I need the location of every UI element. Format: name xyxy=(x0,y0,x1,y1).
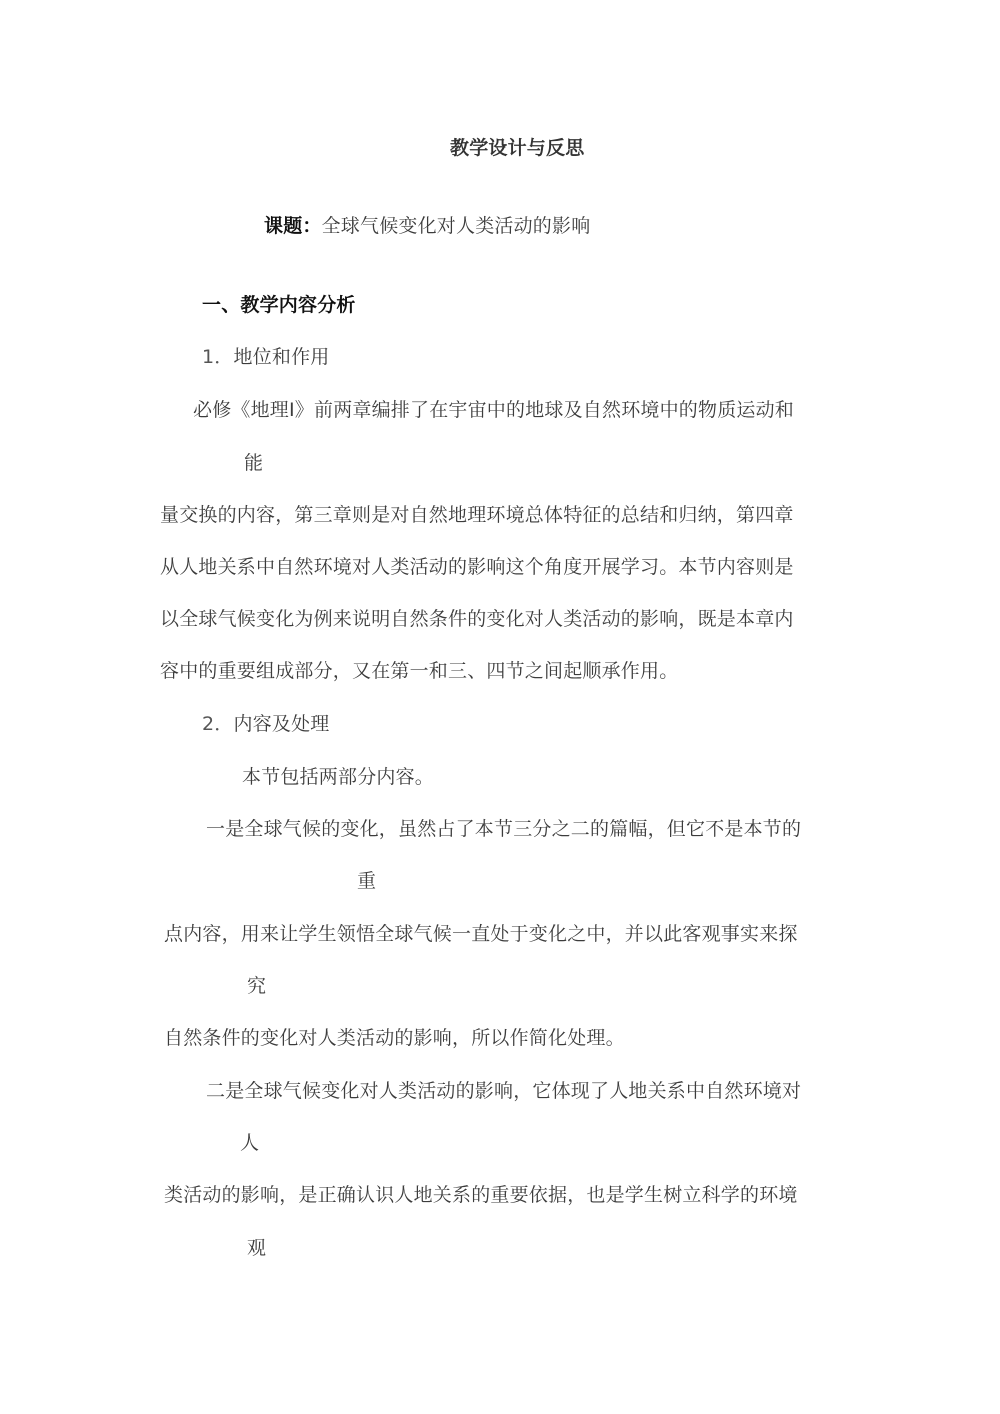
paragraph-line: 量交换的内容，第三章则是对自然地理环境总体特征的总结和归纳，第四章 xyxy=(160,504,794,526)
paragraph-line: 点内容，用来让学生领悟全球气候一直处于变化之中，并以此客观事实来探 xyxy=(164,923,798,945)
paragraph-line: 从人地关系中自然环境对人类活动的影响这个角度开展学习。本节内容则是 xyxy=(160,556,794,578)
paragraph-line: 容中的重要组成部分，又在第一和三、四节之间起顺承作用。 xyxy=(160,660,679,682)
subsection-number: 2． xyxy=(202,713,234,735)
paragraph-line: 自然条件的变化对人类活动的影响，所以作简化处理。 xyxy=(164,1027,625,1049)
section-heading-content-analysis: 一、教学内容分析 xyxy=(202,294,356,316)
paragraph-line: 重 xyxy=(357,870,377,892)
subsection-heading-content-treatment xyxy=(202,712,330,736)
paragraph-line: 能 xyxy=(244,452,264,474)
subsection-number: 1． xyxy=(202,346,234,368)
subject-text: 全球气候变化对人类活动的影响 xyxy=(321,215,591,237)
paragraph-line: 必修《地理Ⅰ》前两章编排了在宇宙中的地球及自然环境中的物质运动和 xyxy=(193,399,795,421)
paragraph-line: 类活动的影响，是正确认识人地关系的重要依据，也是学生树立科学的环境 xyxy=(164,1184,798,1206)
paragraph-line: 以全球气候变化为例来说明自然条件的变化对人类活动的影响，既是本章内 xyxy=(160,608,794,630)
subject-line xyxy=(264,214,590,238)
paragraph-line: 本节包括两部分内容。 xyxy=(242,766,435,788)
subject-label: 课题： xyxy=(264,215,322,237)
subsection-title: 地位和作用 xyxy=(233,346,330,368)
document-title: 教学设计与反思 xyxy=(450,137,585,159)
subsection-heading-position-role xyxy=(202,345,330,369)
paragraph-line: 二是全球气候变化对人类活动的影响，它体现了人地关系中自然环境对 xyxy=(206,1080,802,1102)
paragraph-line: 观 xyxy=(247,1237,267,1259)
paragraph-line: 人 xyxy=(240,1132,260,1154)
subsection-title: 内容及处理 xyxy=(233,713,330,735)
paragraph-line: 一是全球气候的变化，虽然占了本节三分之二的篇幅，但它不是本节的 xyxy=(206,818,802,840)
paragraph-line: 究 xyxy=(247,975,267,997)
